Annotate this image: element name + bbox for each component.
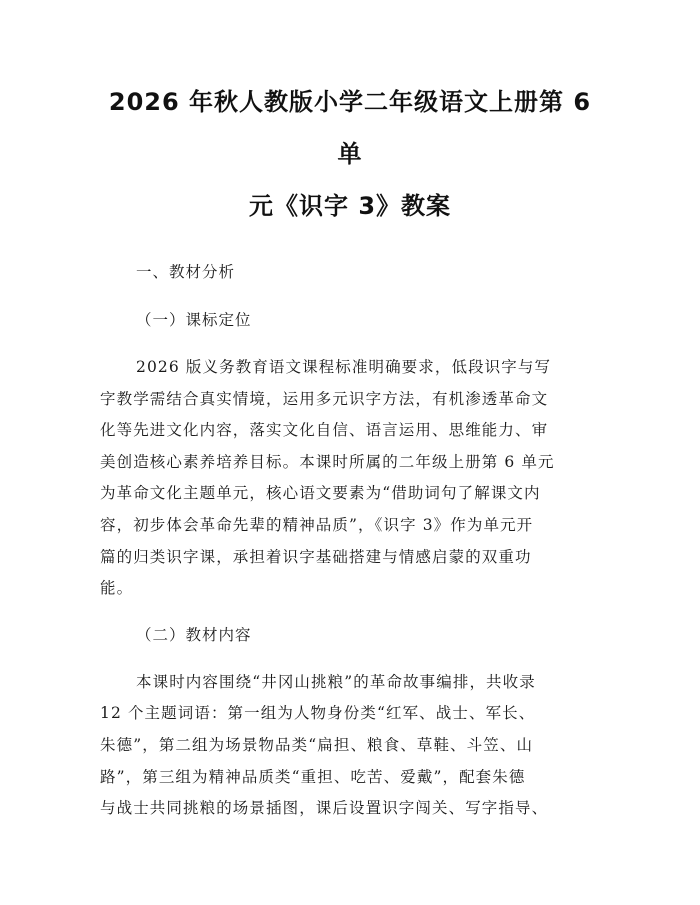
- paragraph-line: 篇的归类识字课，承担着识字基础搭建与情感启蒙的双重功: [100, 547, 532, 566]
- paragraph-line: 化等先进文化内容，落实文化自信、语言运用、思维能力、审: [100, 421, 549, 440]
- paragraph-line: 2026 版义务教育语文课程标准明确要求，低段识字与写: [136, 358, 552, 376]
- paragraph-line: 朱德”，第二组为场景物品类“扁担、粮食、草鞋、斗笠、山: [100, 735, 534, 754]
- paragraph-line: 12 个主题词语：第一组为人物身份类“红军、战士、军长、: [100, 704, 536, 723]
- title-line-2: 元《识字 3》教案: [248, 192, 452, 220]
- subsection-heading-curriculum-positioning: （一）课标定位: [136, 311, 252, 329]
- title-line-1: 2026 年秋人教版小学二年级语文上册第 6 单: [108, 88, 592, 168]
- paragraph-line: 美创造核心素养培养目标。本课时所属的二年级上册第 6 单元: [100, 452, 555, 471]
- paragraph-line: 字教学需结合真实情境，运用多元识字方法，有机渗透革命文: [100, 389, 549, 408]
- paragraph-line: 路”，第三组为精神品质类“重担、吃苦、爱戴”，配套朱德: [100, 767, 526, 786]
- subsection-heading-teaching-content: （二）教材内容: [136, 625, 252, 644]
- paragraph-teaching-content: [100, 667, 600, 825]
- paragraph-curriculum-positioning: [100, 352, 600, 605]
- paragraph-line: 能。: [100, 579, 134, 598]
- section-heading-teaching-material-analysis: 一、教材分析: [136, 263, 236, 281]
- paragraph-line: 容，初步体会革命先辈的精神品质”，《识字 3》作为单元开: [100, 515, 534, 534]
- paragraph-line: 为革命文化主题单元，核心语文要素为“借助词句了解课文内: [100, 484, 541, 503]
- document-title: [100, 76, 600, 232]
- paragraph-line: 与战士共同挑粮的场景插图，课后设置识字闯关、写字指导、: [100, 799, 549, 818]
- paragraph-line: 本课时内容围绕“井冈山挑粮”的革命故事编排，共收录: [136, 672, 536, 691]
